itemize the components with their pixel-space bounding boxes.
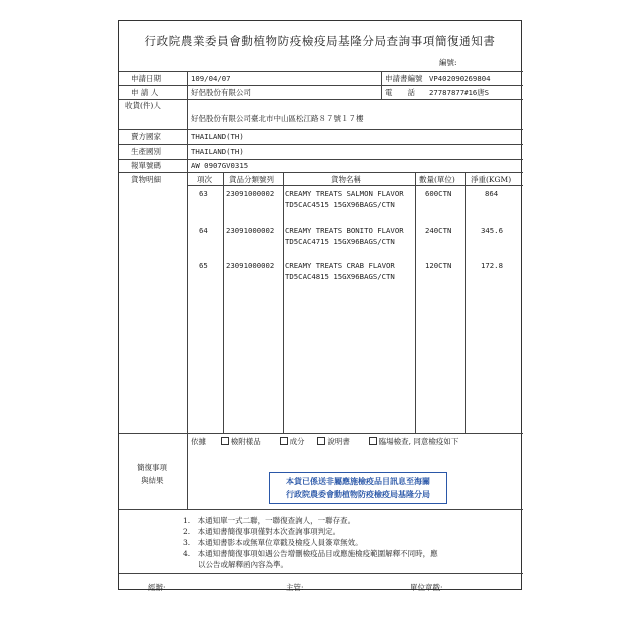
table-row-name: CREAMY TREATS SALMON FLAVOR [285,189,404,198]
origin-country-value: THAILAND(TH) [191,147,244,156]
table-row-spec: TD5CAC4815 15GX96BAGS/CTN [285,272,395,281]
stamp-line1: 本貨已係送非屬應施檢疫品目訊息至海關 [286,476,430,486]
inquiry-reply-form [118,20,522,590]
inspection-option-label: 臨場檢查, 同意檢疫如下 [378,437,459,446]
reply-label-line2: 與結果 [141,476,164,485]
table-row-spec: TD5CAC4515 15GX96BAGS/CTN [285,200,395,209]
report-number-label: 報單號碼 [131,161,161,170]
col-header-item: 項次 [197,175,212,184]
note-line: 以公告或解釋函內容為準。 [183,560,288,569]
col-header-weight: 淨重(KGM) [471,175,512,184]
col-header-name: 貨物名稱 [331,175,361,184]
applicant-value: 好侶股份有限公司 [191,88,251,97]
table-row-code: 23091000002 [226,226,275,235]
handler-label: 經辦: [148,583,166,592]
phone-label: 電 話 [385,88,415,97]
reply-label-line1: 簡復事項 [137,463,167,472]
table-row-code: 23091000002 [226,189,275,198]
table-row-qty: 120CTN [425,261,452,270]
stamp-line2: 行政院農委會動植物防疫檢疫局基隆分局 [286,489,430,499]
note-line: 2. 本通知書簡復事項僅對本次查詢事項判定。 [183,527,341,536]
official-stamp [269,472,447,504]
sample-option-label: 檢附樣品 [230,437,261,446]
table-row-weight: 172.8 [481,261,503,270]
ingredient-option-label: 成分 [289,437,305,446]
table-row-weight: 864 [485,189,499,198]
manual-option-label: 說明書 [327,437,350,446]
phone-value: 27787877#16唐S [429,88,490,97]
goods-detail-label: 貨物明細 [131,175,161,184]
inspection-checkbox[interactable] [369,437,377,445]
note-line: 1. 本通知單一式二聯，一聯復查詢人，一聯存查。 [183,516,356,525]
supervisor-label: 主管: [286,583,304,592]
seller-country-value: THAILAND(TH) [191,132,244,141]
table-row-code: 23091000002 [226,261,275,270]
table-row-item: 65 [199,261,208,270]
table-row-name: CREAMY TREATS CRAB FLAVOR [285,261,395,270]
form-number-label: 編號: [439,58,457,67]
consignee-value: 好侶股份有限公司臺北市中山區松江路８７號１７樓 [191,114,364,123]
basis-label: 依據 [191,437,206,446]
table-row-weight: 345.6 [481,226,503,235]
form-title: 行政院農業委員會動植物防疫檢疫局基隆分局查詢事項簡復通知書 [144,34,496,48]
ingredient-checkbox[interactable] [280,437,288,445]
col-header-qty: 數量(單位) [419,175,455,184]
table-row-spec: TD5CAC4715 15GX96BAGS/CTN [285,237,395,246]
sample-checkbox[interactable] [221,437,229,445]
note-line: 4. 本通知書簡復事項如遇公告增刪檢疫品目或應施檢疫範圍解釋不同時，應 [183,549,438,558]
table-row-qty: 240CTN [425,226,452,235]
manual-checkbox[interactable] [317,437,325,445]
apply-date-value: 109/04/07 [191,74,231,83]
applicant-label: 申 請 人 [131,88,159,97]
consignee-label: 收貨(件)人 [125,101,161,110]
unit-stamp-label: 單位章戳: [410,583,443,592]
table-row-qty: 600CTN [425,189,452,198]
application-number-label: 申請書編號 [385,74,423,83]
note-line: 3. 本通知書影本或無單位章戳及檢疫人員簽章無效。 [183,538,363,547]
apply-date-label: 申請日期 [131,74,161,83]
seller-country-label: 賣方國家 [131,132,161,141]
col-header-code: 貨品分類號列 [229,175,274,184]
reply-basis-line [191,437,458,446]
table-row-item: 64 [199,226,208,235]
table-row-item: 63 [199,189,208,198]
origin-country-label: 生產國別 [131,147,161,156]
application-number-value: VP402090269804 [429,74,491,83]
table-row-name: CREAMY TREATS BONITO FLAVOR [285,226,404,235]
report-number-value: AW 0907GV0315 [191,161,249,170]
